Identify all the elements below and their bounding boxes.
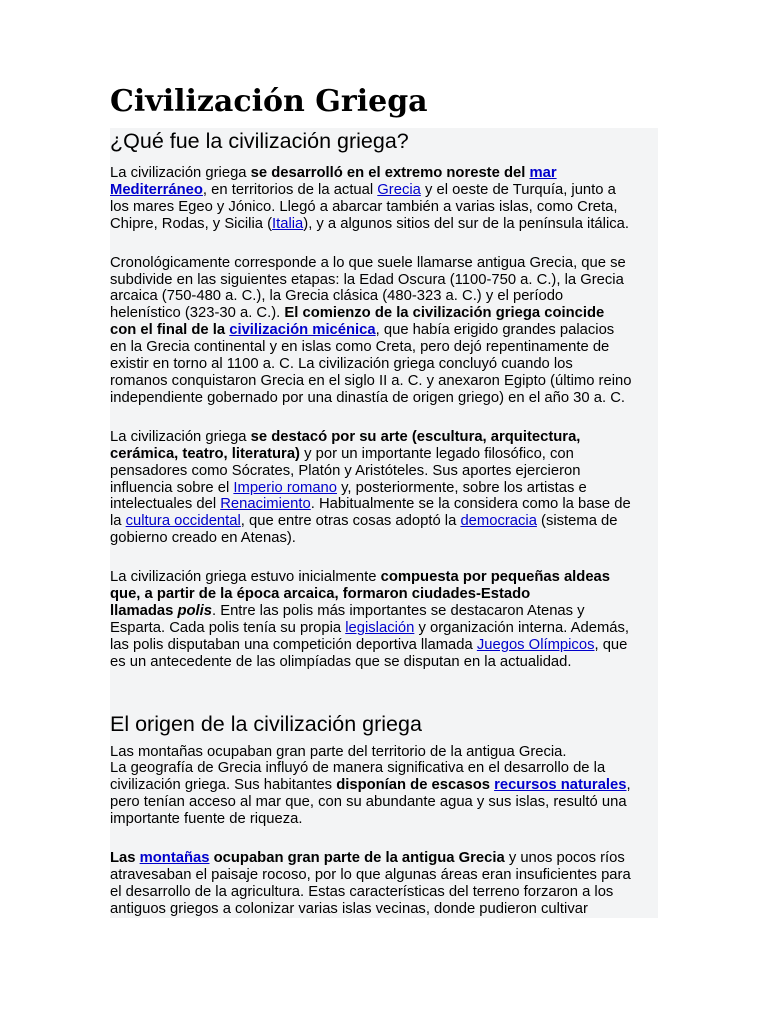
paragraph-intro: [110, 165, 658, 233]
paragraph-line: romanos conquistaron Grecia en el siglo II a. C. y anexaron Egipto (último reino: [110, 372, 632, 389]
paragraph-line: el desarrollo de la agricultura. Estas características del terreno forzaron a los: [110, 883, 614, 900]
text-run: y unos pocos ríos: [504, 850, 625, 867]
paragraph-line: La geografía de Grecia influyó de manera significativa en el desarrollo de la: [110, 760, 606, 777]
paragraph-arte: [110, 429, 658, 547]
link-cultura-occidental[interactable]: cultura occidental: [125, 513, 241, 530]
paragraph-line: arcaica (750-480 a. C.), la Grecia clásica (480-323 a. C.) y el período: [110, 288, 564, 305]
paragraph-line: pensadores como Sócrates, Platón y Aristóteles. Sus aportes ejercieron: [110, 462, 581, 479]
paragraph-line: [110, 637, 658, 654]
bold-text: llamadas: [110, 602, 178, 619]
link-recursos-naturales[interactable]: recursos naturales: [494, 777, 627, 794]
paragraph-line: [110, 305, 658, 322]
text-run: La civilización griega: [110, 165, 251, 181]
paragraph-line: [110, 165, 658, 182]
paragraph-line: [110, 496, 658, 513]
link-juegos-olimpicos[interactable]: Juegos Olímpicos: [476, 636, 595, 653]
paragraph-line: Las montañas ocupaban gran parte del territorio de la antigua Grecia.: [110, 743, 567, 760]
paragraph-line: pero tenían acceso al mar que, con su abundante agua y sus islas, resultó una: [110, 794, 627, 811]
paragraph-line: los mares Egeo y Jónico. Llegó a abarcar también a varias islas, como Creta,: [110, 198, 618, 215]
text-run: Esparta. Cada polis tenía su propia: [110, 619, 346, 636]
text-run: . Entre las polis más importantes se destacaron Atenas y: [211, 602, 585, 619]
paragraph-polis: [110, 569, 658, 670]
text-run: ), y a algunos sitios del sur de la península itálica.: [303, 215, 629, 232]
text-run: La civilización griega estuvo inicialmente: [110, 569, 381, 586]
paragraph-line: [110, 322, 658, 339]
text-run: La civilización griega: [110, 428, 251, 445]
text-run: . Habitualmente se la considera como la base de: [310, 496, 631, 513]
bold-text: se destacó por su arte (escultura, arquitectura,: [250, 428, 581, 445]
text-run: y el oeste de Turquía, junto a: [420, 181, 616, 198]
bold-text: se desarrolló en el extremo noreste del: [250, 165, 530, 181]
bold-text: Las: [110, 850, 140, 867]
article-body: [110, 128, 658, 918]
link-democracia[interactable]: democracia: [460, 513, 537, 530]
bold-text: disponían de escasos: [336, 777, 495, 794]
paragraph-line: [110, 777, 658, 794]
text-run: intelectuales del: [110, 496, 221, 513]
text-run: influencia sobre el: [110, 479, 234, 496]
paragraph-line: [110, 620, 658, 637]
paragraph-line: [110, 446, 658, 463]
paragraph-line: [110, 182, 658, 199]
bold-text: ocupaban gran parte de la antigua Grecia: [209, 850, 505, 867]
paragraph-line: [110, 850, 658, 867]
link-imperio-romano[interactable]: Imperio romano: [233, 479, 338, 496]
paragraph-line: es un antecedente de las olimpíadas que se disputan en la actualidad.: [110, 653, 572, 670]
bold-text: compuesta por pequeñas aldeas: [380, 569, 611, 586]
text-run: y por un importante legado filosófico, con: [299, 445, 574, 462]
paragraph-line: independiente gobernado por una dinastía de origen griego) en el año 30 a. C.: [110, 389, 625, 406]
link-grecia[interactable]: Grecia: [377, 181, 421, 198]
bold-text: El comienzo de la civilización griega coincide: [284, 305, 605, 322]
paragraph-montanas: [110, 850, 658, 918]
section-heading-que-fue: ¿Qué fue la civilización griega?: [110, 129, 409, 153]
text-run: helenístico (323-30 a. C.).: [110, 305, 285, 322]
paragraph-line: [110, 480, 658, 497]
paragraph-line: [110, 603, 658, 620]
paragraph-geografia: [110, 744, 658, 829]
text-run: y, posteriormente, sobre los artistas e: [337, 479, 587, 496]
paragraph-line: Cronológicamente corresponde a lo que suele llamarse antigua Grecia, que se: [110, 254, 626, 271]
bold-text: cerámica, teatro, literatura): [110, 445, 300, 462]
paragraph-line: subdivide en las siguientes etapas: la Edad Oscura (1100-750 a. C.), la Grecia: [110, 271, 624, 288]
text-run: ,: [626, 777, 631, 794]
text-run: Chipre, Rodas, y Sicilia (: [110, 215, 272, 232]
paragraph-line: [110, 513, 658, 530]
text-run: la: [110, 513, 126, 530]
section-heading-origen: El origen de la civilización griega: [110, 711, 422, 736]
link-italia[interactable]: Italia: [272, 215, 304, 232]
text-run: civilización griega. Sus habitantes: [110, 777, 337, 794]
paragraph-line: [110, 586, 658, 603]
bold-text: con el final de la: [110, 322, 230, 339]
text-run: , que: [594, 636, 628, 653]
paragraph-line: gobierno creado en Atenas).: [110, 530, 296, 547]
bold-text: que, a partir de la época arcaica, formaron ciudades-Estado: [110, 586, 531, 603]
text-run: , en territorios de la actual: [202, 181, 378, 198]
text-run: las polis disputaban una competición deportiva llamada: [110, 636, 477, 653]
paragraph-line: antiguos griegos a colonizar varias islas vecinas, donde pudieron cultivar: [110, 900, 588, 917]
paragraph-line: importante fuente de riqueza.: [110, 811, 303, 828]
paragraph-line: [110, 216, 658, 233]
link-mar-mediterraneo[interactable]: mar: [529, 165, 557, 181]
link-renacimiento[interactable]: Renacimiento: [220, 496, 311, 513]
paragraph-line: [110, 429, 658, 446]
paragraph-line: en la Grecia continental y en islas como Creta, pero dejó repentinamente de: [110, 339, 610, 356]
text-run: , que entre otras cosas adoptó la: [240, 513, 461, 530]
text-run: y organización interna. Además,: [414, 619, 630, 636]
link-montanas[interactable]: montañas: [139, 850, 210, 867]
paragraph-line: atravesaban el paisaje rocoso, por lo que algunas áreas eran insuficientes para: [110, 867, 631, 883]
paragraph-line: existir en torno al 1100 a. C. La civilización griega concluyó cuando los: [110, 356, 573, 373]
link-civilizacion-micenica[interactable]: civilización micénica: [229, 322, 376, 339]
paragraph-cronologia: [110, 255, 658, 407]
link-mar-mediterraneo[interactable]: Mediterráneo: [110, 181, 203, 198]
bold-italic-text: polis: [177, 602, 212, 619]
text-run: , que había erigido grandes palacios: [375, 322, 615, 339]
document-title: Civilización Griega: [110, 84, 428, 119]
link-legislacion[interactable]: legislación: [345, 619, 415, 636]
paragraph-line: [110, 569, 658, 586]
text-run: (sistema de: [536, 513, 618, 530]
